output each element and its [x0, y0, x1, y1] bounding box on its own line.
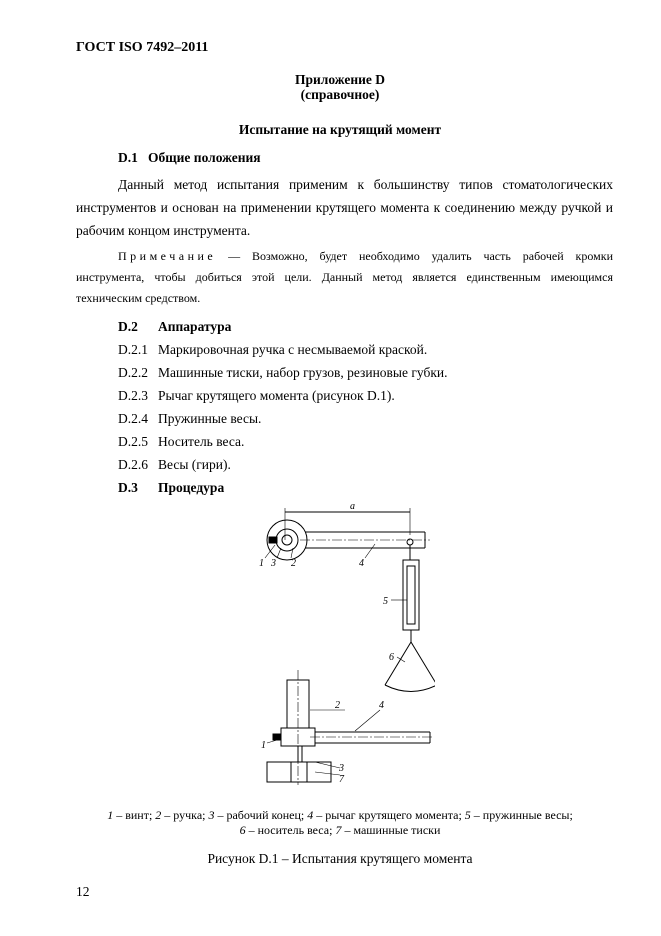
label-4-top: 4 [359, 558, 364, 569]
screw-side-view [273, 734, 281, 740]
label-7: 7 [339, 774, 344, 785]
annex-subtitle: (справочное) [300, 87, 380, 102]
document-header: ГОСТ ISO 7492–2011 [76, 40, 209, 55]
label-1-top: 1 [259, 558, 264, 569]
d2-title: Аппаратура [158, 319, 232, 334]
spring-scale-body [403, 560, 419, 630]
section-title: Испытание на крутящий момент [238, 122, 442, 137]
dimension-label-a: a [350, 501, 355, 512]
handle-mid-circle [276, 529, 298, 551]
carrier-right-string [411, 642, 435, 685]
figure-legend [60, 808, 620, 838]
d1-heading [118, 150, 261, 166]
carrier-left-string [385, 642, 411, 685]
d1-number: D.1 [118, 150, 138, 165]
label-3-side: 3 [339, 763, 344, 774]
list-item: D.2.4 Пружинные весы. [118, 411, 262, 426]
d3-heading [118, 480, 224, 496]
list-item: D.2.5 Носитель веса. [118, 434, 245, 449]
d1-paragraph: Данный метод испытания применим к большинству типов стоматологических инструментов и основан на применении крутящего момента к соединению между ручкой и рабочим концом инструмента. [76, 177, 613, 238]
list-item: D.2.1 Маркировочная ручка с несмываемой краской. [118, 342, 428, 357]
label-4-side: 4 [379, 700, 384, 711]
note-text: — Возможно, будет необходимо удалить часть рабочей кромки инструмента, чтобы добиться этой цели. Данный метод является единственным имеющимся техническим средством. [76, 249, 613, 305]
annex-title: Приложение D [294, 72, 386, 87]
legend-line-2: 6 – носитель веса; 7 – машинные тиски [239, 823, 441, 837]
d3-title: Процедура [158, 480, 225, 495]
legend-line-1: 1 – винт; 2 – ручка; 3 – рабочий конец; 4 – рычаг крутящего момента; 5 – пружинные весы; [107, 808, 573, 822]
label-5: 5 [383, 596, 388, 607]
handle-inner-circle [282, 535, 292, 545]
list-item: D.2.6 Весы (гири). [118, 457, 231, 472]
figure-torque-test [255, 500, 435, 790]
vise-left-jaw [267, 762, 291, 782]
carrier-base [385, 685, 435, 692]
d2-number: D.2 [118, 319, 138, 334]
vise-center [291, 762, 307, 782]
label-6: 6 [389, 652, 394, 663]
spring-scale-window [407, 566, 415, 624]
d1-note [76, 246, 613, 309]
screw-top-view [269, 537, 277, 543]
d3-number: D.3 [118, 480, 138, 495]
list-item: D.2.3 Рычаг крутящего момента (рисунок D.1). [118, 388, 395, 403]
d1-title: Общие положения [148, 150, 261, 165]
label-2-top: 2 [291, 558, 296, 569]
note-label: Примечание [118, 249, 217, 263]
figure-caption: Рисунок D.1 – Испытания крутящего момента [207, 851, 473, 866]
label-3-top: 3 [271, 558, 276, 569]
page-number: 12 [76, 884, 90, 899]
label-2-side: 2 [335, 700, 340, 711]
list-item: D.2.2 Машинные тиски, набор грузов, резиновые губки. [118, 365, 448, 380]
label-1-side: 1 [261, 740, 266, 751]
d2-heading [118, 319, 231, 335]
